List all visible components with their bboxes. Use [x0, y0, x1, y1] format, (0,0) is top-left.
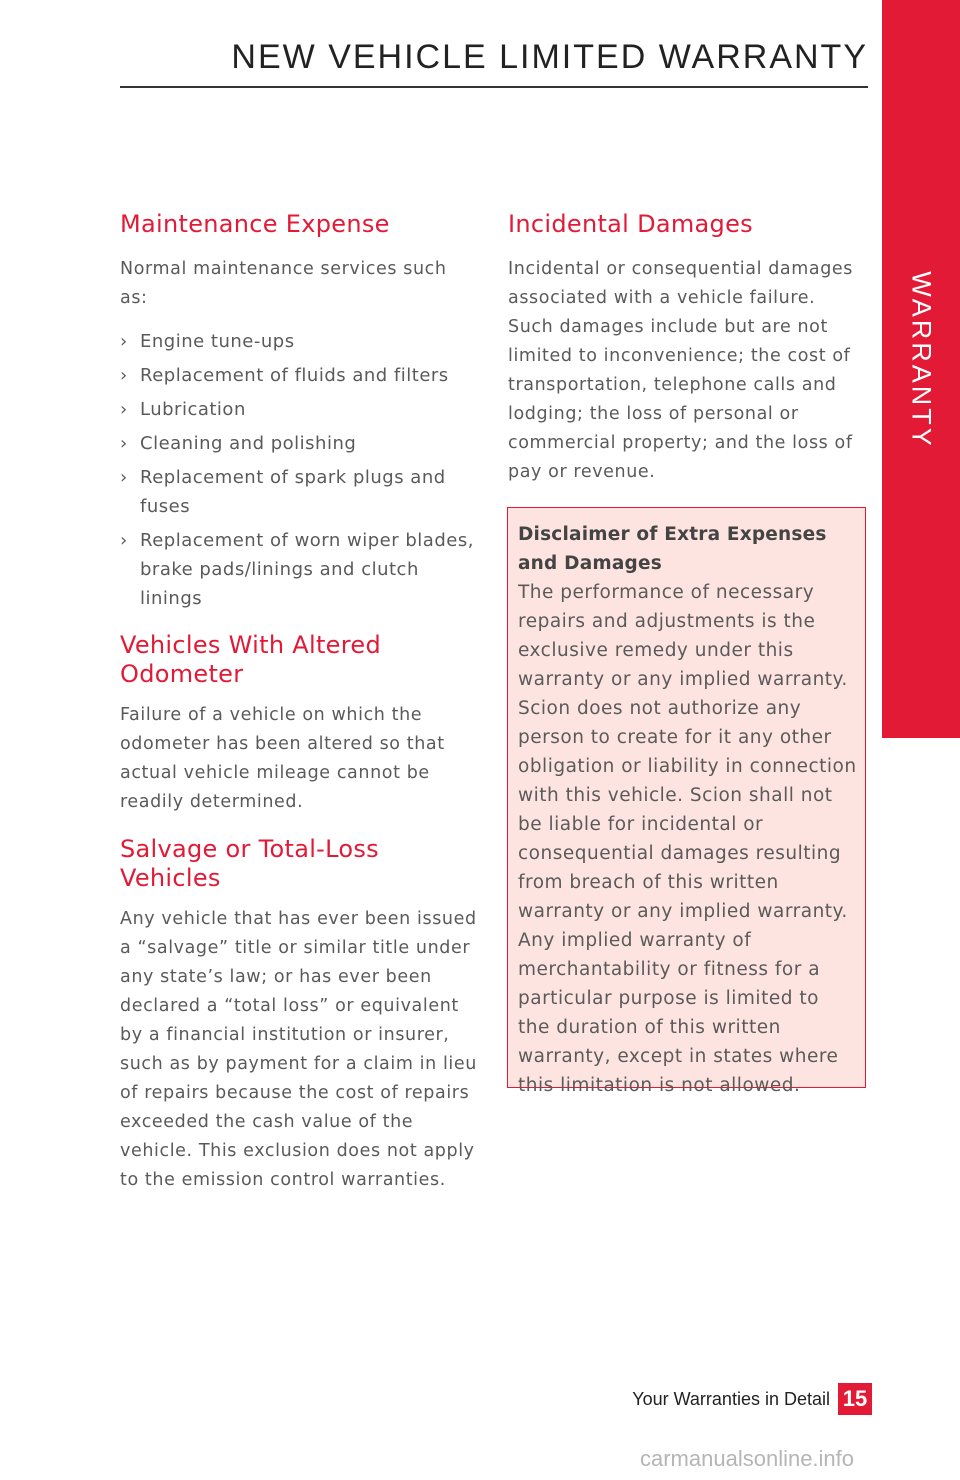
incidental-heading: Incidental Damages	[508, 210, 753, 238]
incidental-section	[508, 210, 864, 487]
page-footer	[632, 1383, 872, 1415]
chevron-right-icon: ›	[120, 331, 128, 352]
page-header	[120, 32, 868, 88]
list-item-text: Replacement of spark plugs and fuses	[140, 467, 446, 517]
salvage-section	[120, 835, 480, 1195]
salvage-heading: Salvage or Total-Loss Vehicles	[120, 835, 379, 892]
maintenance-intro: Normal maintenance services such as:	[120, 259, 447, 308]
list-item-text: Lubrication	[140, 399, 246, 420]
chevron-right-icon: ›	[120, 433, 128, 454]
page-title: NEW VEHICLE LIMITED WARRANTY	[231, 38, 868, 76]
chevron-right-icon: ›	[120, 399, 128, 420]
section-tab	[882, 0, 960, 738]
chevron-right-icon: ›	[120, 365, 128, 386]
watermark: carmanualsonline.info	[640, 1446, 855, 1471]
list-item	[120, 395, 480, 424]
list-item	[120, 327, 480, 356]
odometer-heading: Vehicles With Altered Odometer	[120, 631, 381, 688]
list-item-text: Replacement of fluids and filters	[140, 365, 449, 386]
maintenance-heading: Maintenance Expense	[120, 210, 390, 238]
disclaimer-heading: Disclaimer of Extra Expenses and Damages	[518, 524, 827, 574]
incidental-body: Incidental or consequential damages associated with a vehicle failure. Such damages include but are not limited to inconvenience; the cost of transportation, telephone calls and lodging; the loss of personal or commercial property; and the loss of pay or revenue.	[508, 259, 854, 482]
list-item-text: Engine tune-ups	[140, 331, 295, 352]
page-number: 15	[838, 1383, 872, 1415]
odometer-body: Failure of a vehicle on which the odometer has been altered so that actual vehicle mileage cannot be readily determined.	[120, 705, 445, 812]
footer-text: Your Warranties in Detail	[632, 1388, 830, 1409]
disclaimer-box	[507, 507, 866, 1096]
salvage-body: Any vehicle that has ever been issued a “salvage” title or similar title under any state’s law; or has ever been declared a “total loss” or equivalent by a financial institution or insurer, such as by payment for a claim in lieu of repairs because the cost of repairs exceeded the cash value of the vehicle. This exclusion does not apply to the emission control warranties.	[120, 909, 477, 1190]
odometer-section	[120, 631, 480, 817]
section-tab-label: WARRANTY	[906, 271, 937, 449]
list-item	[120, 463, 480, 521]
list-item	[120, 361, 480, 390]
list-item-text: Cleaning and polishing	[140, 433, 357, 454]
chevron-right-icon: ›	[120, 530, 128, 551]
list-item	[120, 526, 480, 613]
list-item	[120, 429, 480, 458]
list-item-text: Replacement of worn wiper blades, brake pads/linings and clutch linings	[140, 530, 474, 609]
maintenance-list	[120, 327, 480, 613]
left-column	[120, 210, 480, 1195]
section-tab-label-wrap	[882, 200, 960, 520]
maintenance-section	[120, 210, 480, 613]
disclaimer-body: The performance of necessary repairs and adjustments is the exclusive remedy under this warranty or any implied warranty. Scion does not authorize any person to create for it any other obligation or liability in connection with this vehicle. Scion shall not be liable for incidental or consequential damages resulting from breach of this written warranty or any implied warranty. Any implied warranty of merchantability or fitness for a particular purpose is limited to the duration of this written warranty, except in states where this limitation is not allowed.	[518, 582, 857, 1096]
right-column	[508, 210, 864, 487]
chevron-right-icon: ›	[120, 467, 128, 488]
